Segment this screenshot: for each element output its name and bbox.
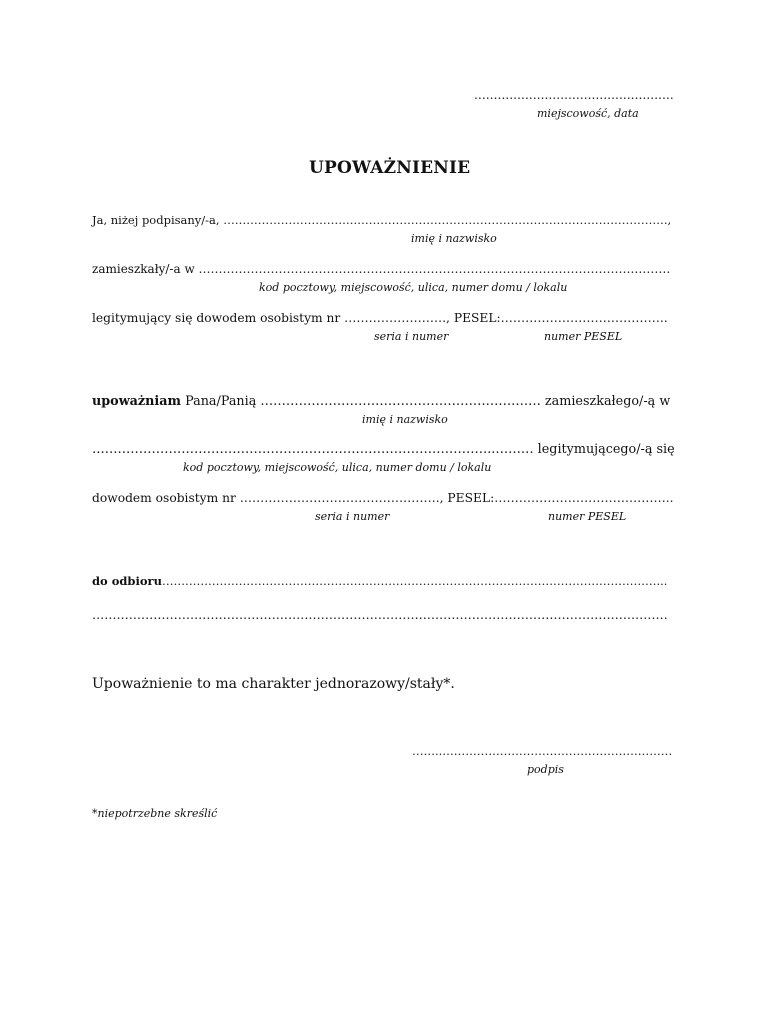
attorney-name-rest: Pana/Panią ………………………………………………………… zamieszkałego/-ą w — [181, 394, 671, 409]
attorney-name-line — [92, 394, 670, 409]
nature-statement: Upoważnienie to ma charakter jednorazowy/stały*. — [92, 676, 455, 692]
attorney-id-series-caption: seria i numer — [315, 510, 390, 523]
pickup-keyword: do odbioru — [92, 574, 162, 588]
principal-id-series-caption: seria i numer — [374, 330, 449, 343]
authorize-keyword: upoważniam — [92, 394, 182, 409]
attorney-name-caption: imię i nazwisko — [362, 413, 448, 426]
pickup-dots: …………………………………………………………………………………………………………………... — [161, 574, 668, 588]
pickup-line-2: …………………………………………………………………………………………………………………………… — [92, 608, 668, 622]
footnote: *niepotrzebne skreślić — [92, 807, 218, 820]
document-title: UPOWAŻNIENIE — [309, 158, 471, 178]
principal-address-line: zamieszkały/-a w ……………………………………………………………………………………………….……… — [92, 262, 671, 276]
principal-pesel-caption: numer PESEL — [544, 330, 623, 343]
pickup-line — [92, 574, 667, 588]
principal-id-line: legitymujący się dowodem osobistym nr ……………………., PESEL:………………………………….. — [92, 311, 668, 325]
principal-address-caption: kod pocztowy, miejscowość, ulica, numer domu / lokalu — [259, 281, 568, 294]
attorney-address-line: …………………………………………………………………………………..……… legitymującego/-ą się — [92, 442, 675, 457]
place-date-line: …………………………………………… — [474, 88, 674, 102]
attorney-address-caption: kod pocztowy, miejscowość, ulica, numer domu / lokalu — [183, 461, 492, 474]
signature-caption: podpis — [527, 763, 564, 776]
signature-line: ……..…………………………………………………… — [412, 744, 673, 758]
attorney-pesel-caption: numer PESEL — [548, 510, 627, 523]
place-date-caption: miejscowość, data — [537, 107, 639, 120]
attorney-id-line: dowodem osobistym nr …………………………………………., PESEL:…………………………………….. — [92, 491, 674, 505]
principal-name-line: Ja, niżej podpisany/-a, …………………………….………………………………………………………………………., — [92, 213, 672, 227]
principal-name-caption: imię i nazwisko — [411, 232, 497, 245]
